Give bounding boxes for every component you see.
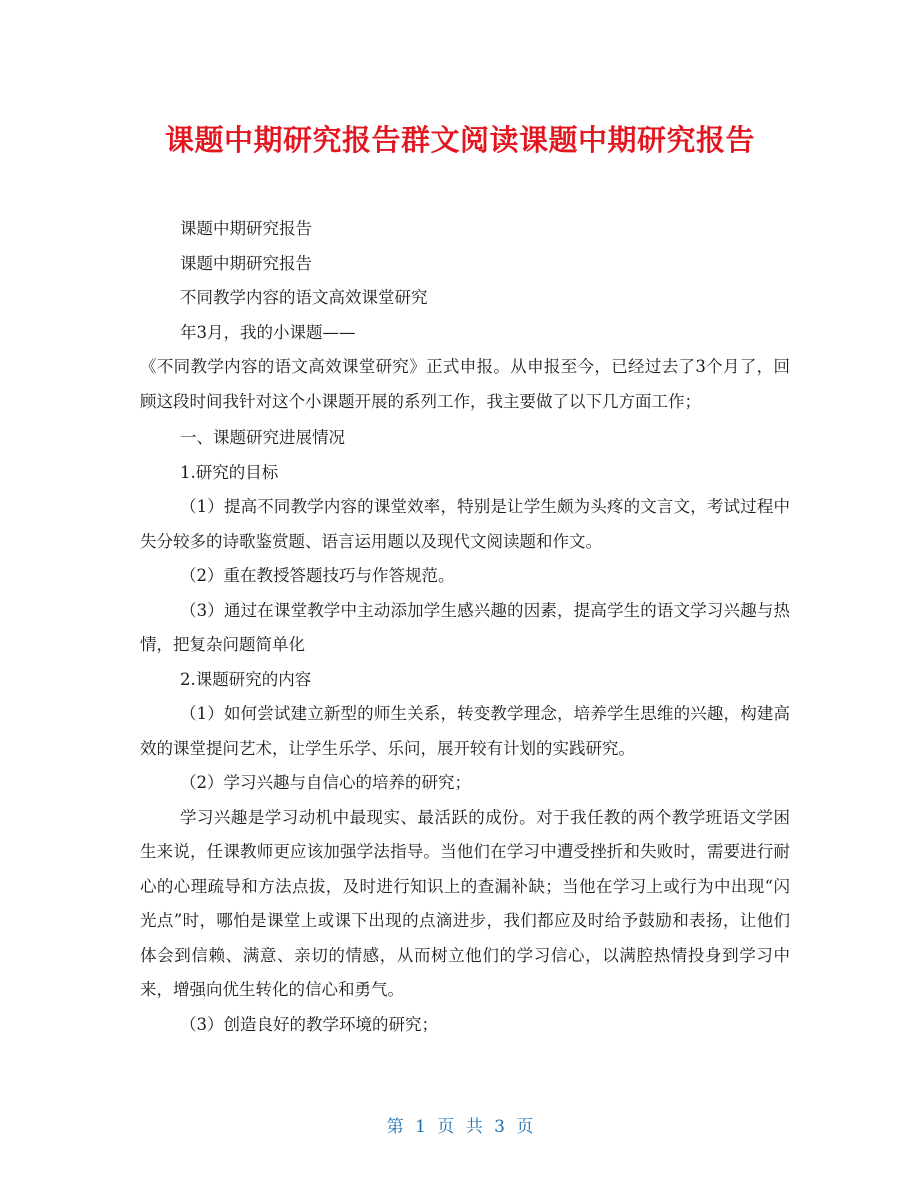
paragraph: （1）提高不同教学内容的课堂效率，特别是让学生颇为头疼的文言文，考试过程中失分较多的诗歌鉴赏题、语言运用题以及现代文阅读题和作文。 (140, 497, 790, 551)
page-number: 第 1 页 共 3 页 (386, 1117, 534, 1137)
paragraph: 年3月，我的小课题—— (180, 322, 356, 342)
paragraph: （1）如何尝试建立新型的师生关系，转变教学理念，培养学生思维的兴趣，构建高效的课堂提问艺术，让学生乐学、乐问，展开较有计划的实践研究。 (140, 704, 790, 758)
subsection-heading: 2.课题研究的内容 (180, 669, 312, 689)
document-body (140, 212, 790, 1042)
paragraph: 《不同教学内容的语文高效课堂研究》正式申报。从申报至今，已经过去了3个月了，回顾这段时间我针对这个小课题开展的系列工作，我主要做了以下几方面工作； (140, 357, 790, 411)
paragraph: 课题中期研究报告 (180, 253, 312, 273)
paragraph: 不同教学内容的语文高效课堂研究 (180, 288, 428, 307)
paragraph: （2）重在教授答题技巧与作答规范。 (180, 566, 455, 585)
paragraph: （3）通过在课堂教学中主动添加学生感兴趣的因素，提高学生的语文学习兴趣与热情，把复杂问题简单化 (140, 600, 790, 654)
paragraph: （2）学习兴趣与自信心的培养的研究； (180, 773, 471, 792)
section-heading: 一、课题研究进展情况 (180, 428, 345, 447)
subsection-heading: 1.研究的目标 (180, 462, 279, 482)
paragraph: 学习兴趣是学习动机中最现实、最活跃的成份。对于我任教的两个教学班语文学困生来说，任课教师更应该加强学法指导。当他们在学习中遭受挫折和失败时，需要进行耐心的心理疏导和方法点拔，及时进行知识上的查漏补缺；当他在学习上或行为中出现“闪光点”时，哪怕是课堂上或课下出现的点滴进步，我们都应及时给予鼓励和表扬，让他们体会到信赖、满意、亲切的情感，从而树立他们的学习信心，以满腔热情投身到学习中来，增强向优生转化的信心和勇气。 (140, 807, 790, 999)
document-title: 课题中期研究报告群文阅读课题中期研究报告 (164, 123, 755, 157)
paragraph: 课题中期研究报告 (180, 219, 312, 238)
paragraph: （3）创造良好的教学环境的研究； (180, 1014, 438, 1034)
